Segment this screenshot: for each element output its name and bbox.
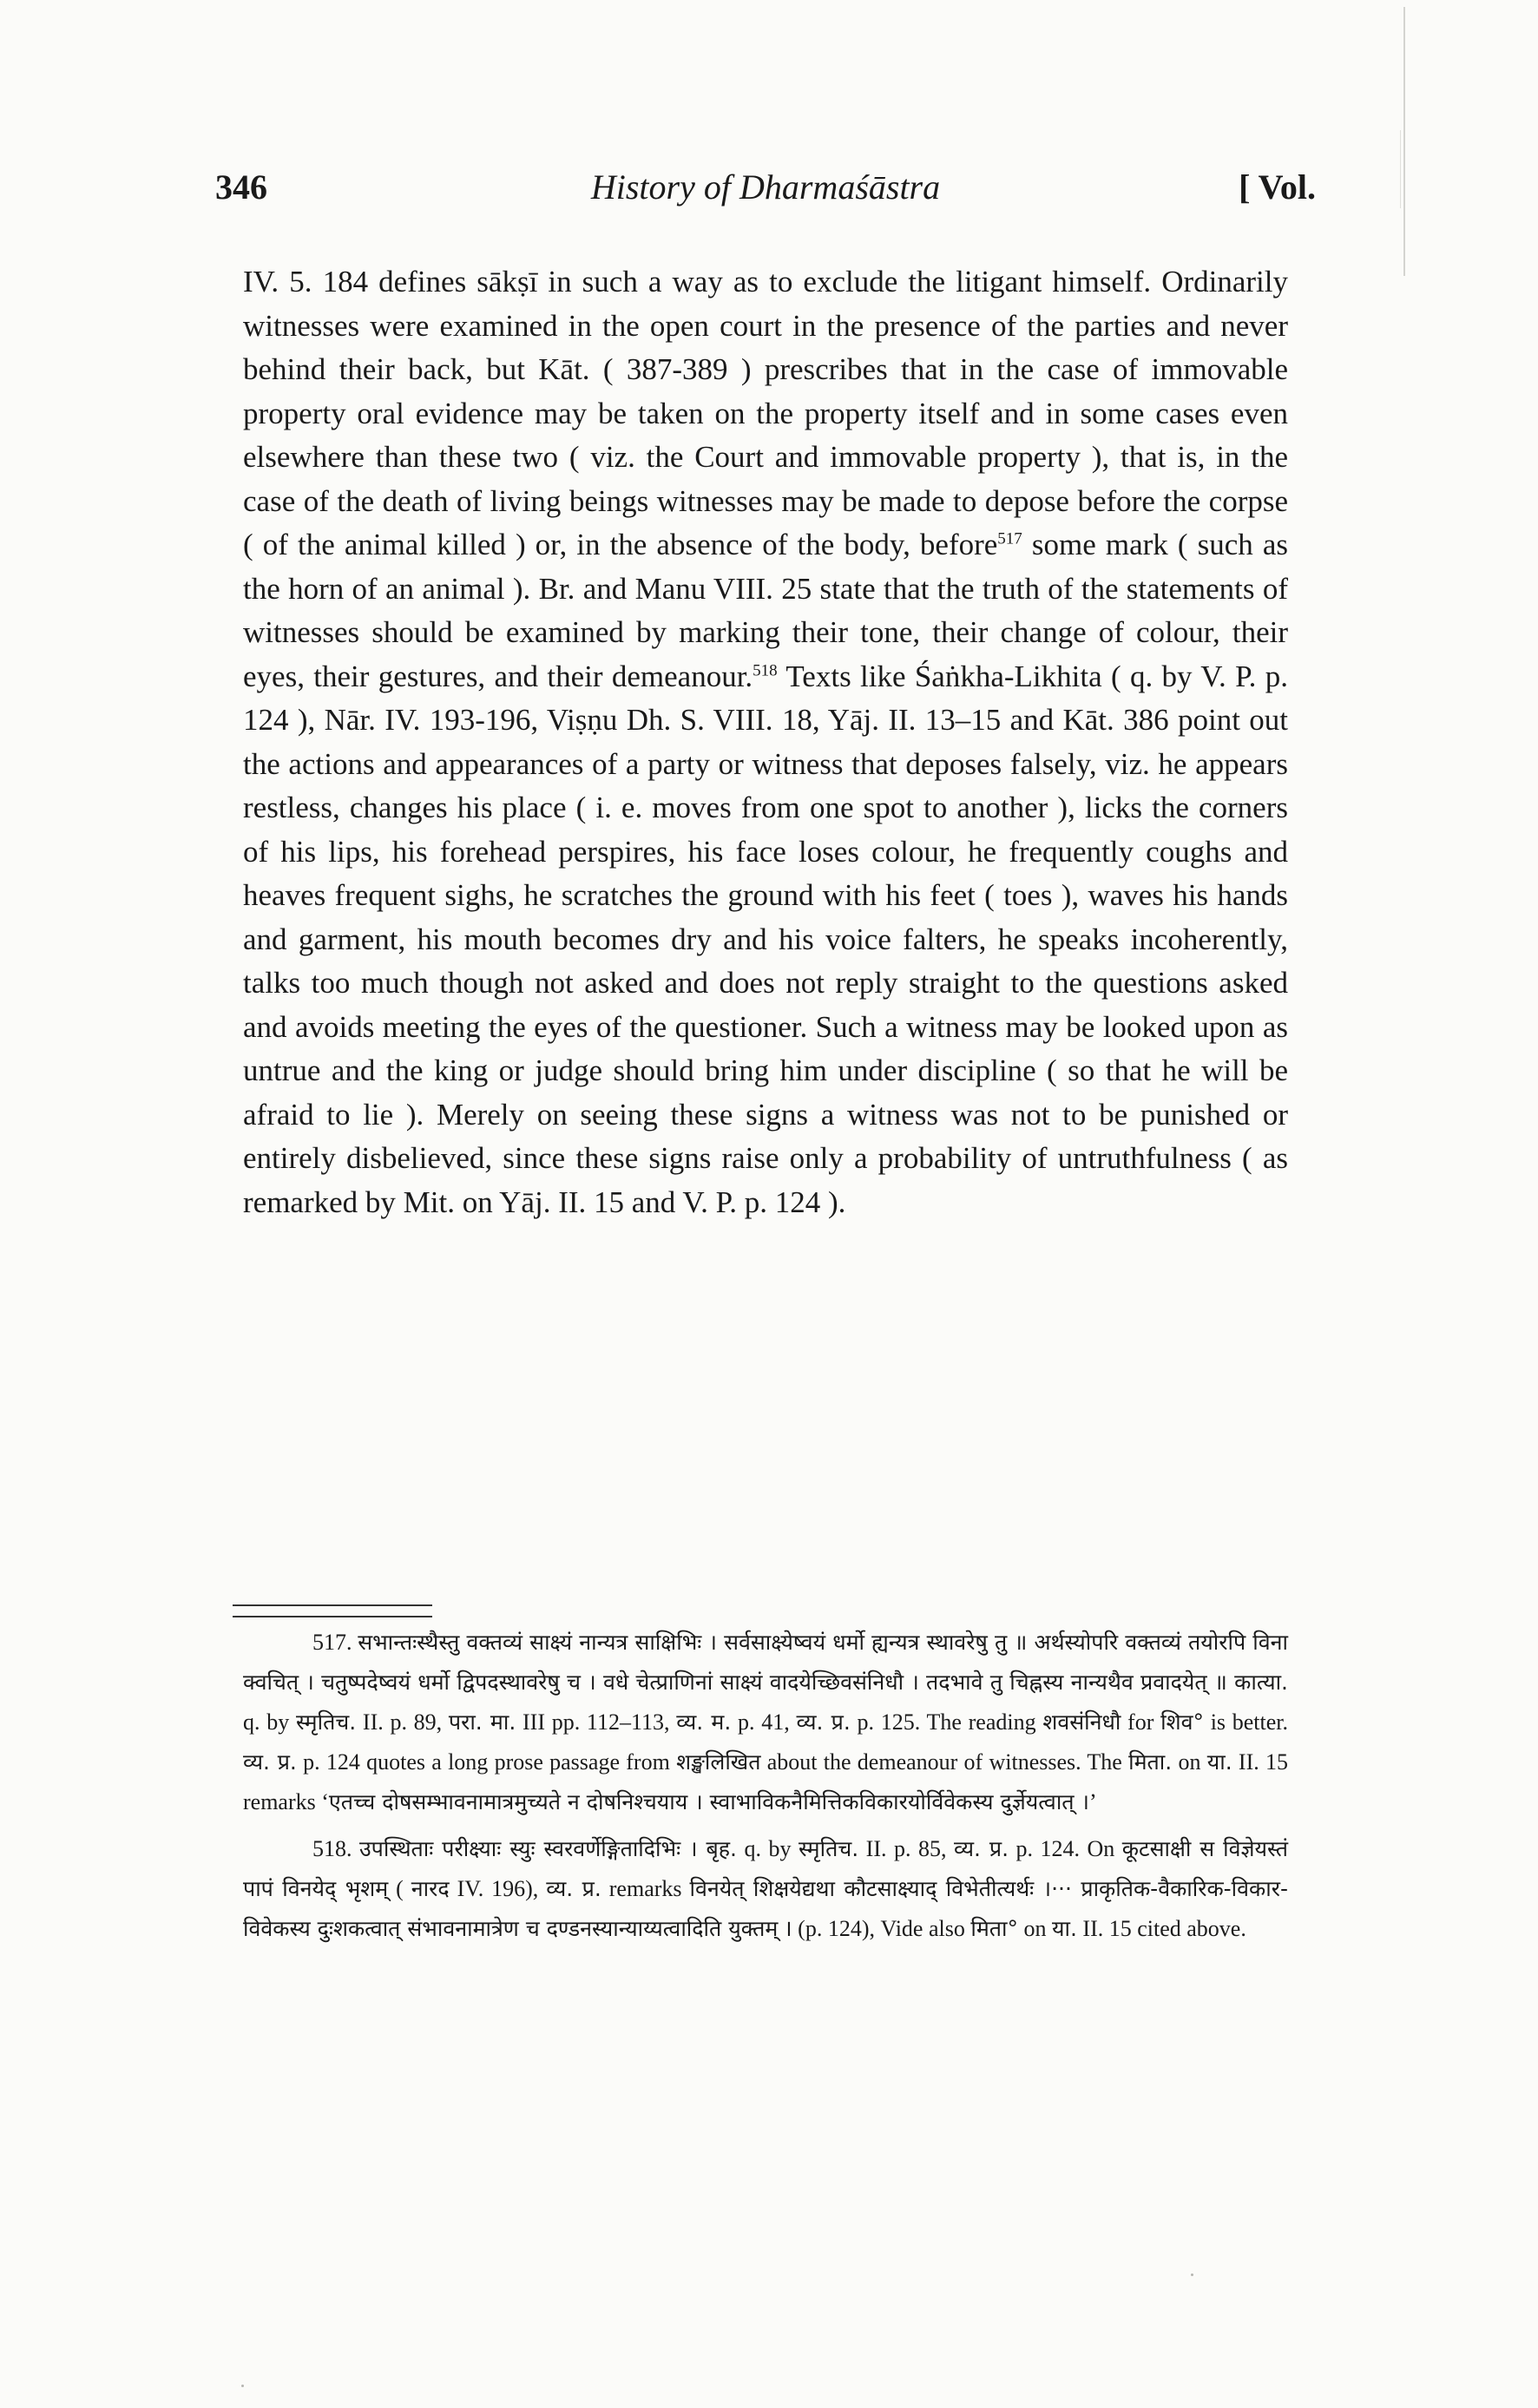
sanskrit-text: व्य. प्र. <box>243 1749 297 1775</box>
footnote-text: p. 125. The reading <box>850 1709 1043 1735</box>
sanskrit-text: शवसंनिधौ <box>1042 1709 1121 1735</box>
footnote-text: p. 124 quotes a long prose passage from <box>296 1749 677 1775</box>
body-text-part: some mark ( such as the horn of an animal ). Br. and Manu VIII. 25 state that the truth of the statements of witnesses should be examined by marking their tone, their change of colour, their eyes, their gestures, and their demeanour. <box>243 528 1288 693</box>
sanskrit-text: सभान्तःस्थैस्तु वक्तव्यं साक्ष्यं नान्यत्र साक्षिभिः । सर्वसाक्ष्येष्वयं धर्मो ह्यन्यत्र स्थावरेषु तु ॥ अर्थस्योपरि वक्तव्यं तयोरपि विना क्वचित् । चतुष्पदेष्वयं धर्मो द्विपदस्थावरेषु च । वधे चेत्प्राणिनां साक्ष्यं वादयेच्छिवसंनिधौ । तदभावे तु चिह्नस्य नान्यथैव प्रवादयेत् ॥ कात्या. <box>243 1630 1288 1695</box>
footnote-text: p. 41, <box>731 1709 797 1735</box>
sanskrit-text: व्य. प्र. <box>796 1709 851 1735</box>
footnote-separator <box>233 1604 432 1617</box>
footnote-text: on <box>1172 1749 1207 1775</box>
footnote-ref-518[interactable]: 518 <box>753 660 778 679</box>
sanskrit-text: परा. मा. <box>448 1709 516 1735</box>
footnote-number: 518. <box>312 1836 352 1861</box>
sanskrit-text: उपस्थिताः परीक्ष्याः स्युः स्वरवर्णेङ्गितादिभिः । बृह. <box>358 1836 737 1861</box>
sanskrit-text: व्य. प्र. <box>546 1876 601 1901</box>
sanskrit-text: मिता° <box>970 1916 1018 1941</box>
footnote-text: ’ <box>1088 1789 1097 1814</box>
footnote-text: ( <box>388 1876 411 1901</box>
main-text <box>243 260 1288 1224</box>
page-header <box>215 167 1316 222</box>
footnote-text: for <box>1121 1709 1161 1735</box>
footnote-text: is better. <box>1203 1709 1289 1735</box>
body-paragraph <box>243 260 1288 1224</box>
footnote-ref-517[interactable]: 517 <box>997 529 1022 548</box>
footnote-text: about the demeanour of witnesses. The <box>760 1749 1129 1775</box>
sanskrit-text: स्मृतिच. <box>798 1836 859 1861</box>
footnotes <box>243 1623 1288 1956</box>
footnote-text: II. 15 cited above. <box>1076 1916 1246 1941</box>
sanskrit-text: मिता. <box>1128 1749 1173 1775</box>
footnote-text: IV. 196), <box>449 1876 547 1901</box>
sanskrit-text: एतच्च दोषसम्भावनामात्रमुच्यते न दोषनिश्चयाय । स्वाभाविकनैमित्तिकविकारयोर्विवेकस्य दुर्ज्ञेयत्वात् । <box>328 1789 1089 1814</box>
scan-speck <box>1191 2273 1193 2276</box>
footnote-518 <box>243 1829 1288 1949</box>
footnote-text: on <box>1018 1916 1052 1941</box>
page-number: 346 <box>215 167 267 207</box>
footnote-text: II. p. 89, <box>356 1709 449 1735</box>
running-title: History of Dharmaśāstra <box>590 167 941 207</box>
sanskrit-text: शङ्खलिखित <box>676 1749 761 1775</box>
footnote-text: p. 124. On <box>1009 1836 1122 1861</box>
footnote-number: 517. <box>312 1630 352 1655</box>
footnote-text: II. 15 remarks ‘ <box>243 1749 1288 1814</box>
scan-speck <box>241 2385 244 2387</box>
sanskrit-text: विनयेत् शिक्षयेद्यथा कौटसाक्ष्याद् विभेतीत्यर्थः ।··· प्राकृतिक-वैकारिक-विकार-विवेकस्य दुःशकत्वात् संभावनामात्रेण च दण्डनस्यान्याय्यत्वादिति युक्तम् <box>243 1876 1288 1941</box>
sanskrit-text: या. <box>1052 1916 1077 1941</box>
sanskrit-text: स्मृतिच. <box>295 1709 357 1735</box>
scan-edge-line <box>1403 7 1405 276</box>
volume-label: [ Vol. <box>1239 167 1316 207</box>
sanskrit-text: शिव° <box>1160 1709 1204 1735</box>
sanskrit-text: व्य. म. <box>676 1709 732 1735</box>
footnote-text: q. by <box>243 1709 296 1735</box>
footnote-text: II. p. 85, <box>858 1836 954 1861</box>
footnote-517 <box>243 1623 1288 1822</box>
sanskrit-text: या. <box>1206 1749 1232 1775</box>
footnote-text: III pp. 112–113, <box>516 1709 677 1735</box>
sanskrit-text: नारद <box>411 1876 450 1901</box>
footnote-text: q. by <box>737 1836 799 1861</box>
footnote-text: remarks <box>601 1876 690 1901</box>
sanskrit-text: कूटसाक्षी स विज्ञेयस्तं पापं विनयेद् भृशम् <box>243 1836 1288 1901</box>
scan-edge-line-secondary <box>1400 130 1401 208</box>
footnote-text: । (p. 124), Vide also <box>778 1916 971 1941</box>
sanskrit-text: व्य. प्र. <box>953 1836 1009 1861</box>
body-text-part: Texts like Śaṅkha-Likhita ( q. by V. P. p. 124 ), Nār. IV. 193-196, Viṣṇu Dh. S. VIII. 18, Yāj. II. 13–15 and Kāt. 386 point out the actions and appearances of a party or witness that deposes falsely, viz. he appears restless, changes his place ( i. e. moves from one spot to another ), licks the corners of his lips, his forehead perspires, his face loses colour, he frequently coughs and heaves frequent sighs, he scratches the ground with his feet ( toes ), waves his hands and garment, his mouth becomes dry and his voice falters, he speaks incoherently, talks too much though not asked and does not reply straight to the questions asked and avoids meeting the eyes of the questioner. Such a witness may be looked upon as untrue and the king or judge should bring him under discipline ( so that he will be afraid to lie ). Merely on seeing these signs a witness was not to be punished or entirely disbelieved, since these signs raise only a probability of untruthfulness ( as remarked by Mit. on Yāj. II. 15 and V. P. p. 124 ). <box>243 659 1288 1219</box>
body-text-part: IV. 5. 184 defines sākṣī in such a way as to exclude the litigant himself. Ordinarily witnesses were examined in the open court in the presence of the parties and never behind their back, but Kāt. ( 387-389 ) prescribes that in the case of immovable property oral evidence may be taken on the property itself and in some cases even elsewhere than these two ( viz. the Court and immovable property ), that is, in the case of the death of living beings witnesses may be made to depose before the corpse ( of the animal killed ) or, in the absence of the body, before <box>243 265 1288 561</box>
